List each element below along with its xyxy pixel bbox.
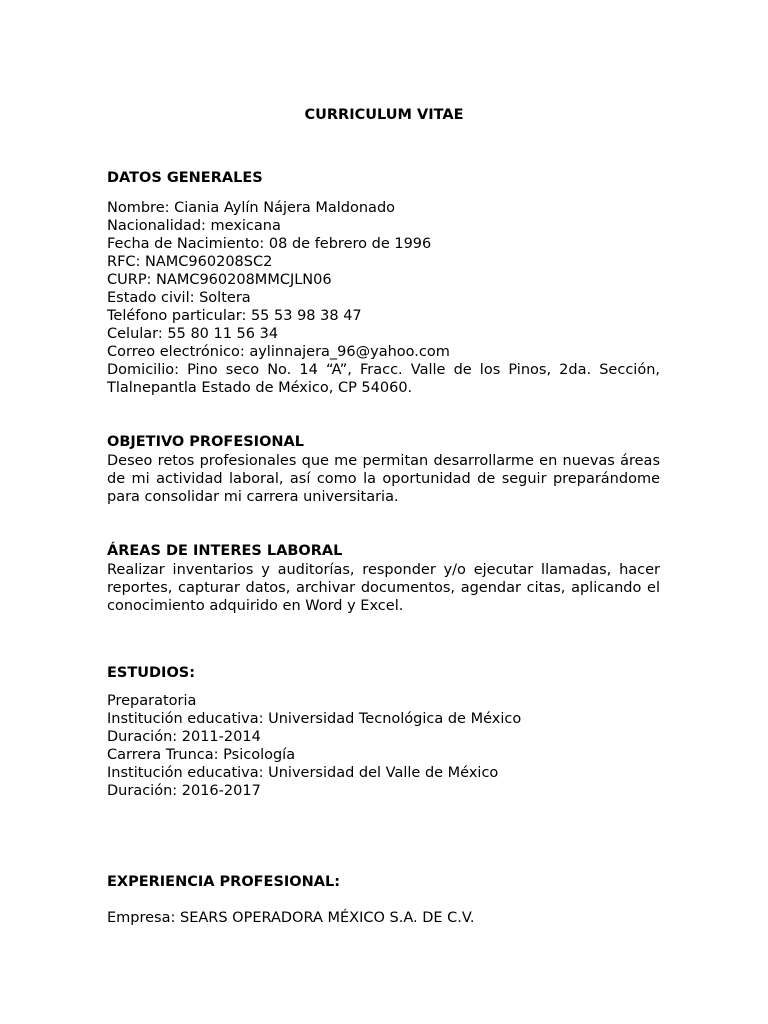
info-line-fecha-nacimiento: Fecha de Nacimiento: 08 de febrero de 1996: [107, 236, 432, 252]
estudios-line: Institución educativa: Universidad del Valle de México: [107, 765, 499, 781]
section-heading-areas: ÁREAS DE INTERES LABORAL: [107, 543, 343, 559]
info-line-nacionalidad: Nacionalidad: mexicana: [107, 218, 281, 234]
document-title: CURRICULUM VITAE: [304, 107, 464, 123]
info-line-correo: Correo electrónico: aylinnajera_96@yahoo.com: [107, 344, 450, 360]
info-line-celular: Celular: 55 80 11 56 34: [107, 326, 279, 342]
estudios-line: Institución educativa: Universidad Tecnológica de México: [107, 711, 522, 727]
datos-generales-block: [107, 199, 660, 397]
objetivo-paragraph: Deseo retos profesionales que me permitan desarrollarme en nuevas áreas de mi actividad laboral, así como la oportunidad de seguir preparándome para consolidar mi carrera universitaria.: [107, 453, 660, 505]
info-line-nombre: Nombre: Ciania Aylín Nájera Maldonado: [107, 200, 396, 216]
info-line-domicilio: Domicilio: Pino seco No. 14 “A”, Fracc. Valle de los Pinos, 2da. Sección, Tlalnepantla Estado de México, CP 54060.: [107, 362, 660, 396]
section-heading-experiencia: EXPERIENCIA PROFESIONAL:: [107, 874, 341, 890]
experiencia-empresa: Empresa: SEARS OPERADORA MÉXICO S.A. DE C.V.: [107, 910, 475, 926]
estudios-line: Preparatoria: [107, 693, 197, 709]
section-heading-estudios: ESTUDIOS:: [107, 665, 196, 681]
areas-paragraph: Realizar inventarios y auditorías, responder y/o ejecutar llamadas, hacer reportes, capturar datos, archivar documentos, agendar citas, aplicando el conocimiento adquirido en Word y Excel.: [107, 562, 660, 614]
info-line-estado-civil: Estado civil: Soltera: [107, 290, 251, 306]
info-line-curp: CURP: NAMC960208MMCJLN06: [107, 272, 332, 288]
info-line-telefono: Teléfono particular: 55 53 98 38 47: [107, 308, 362, 324]
section-heading-objetivo: OBJETIVO PROFESIONAL: [107, 434, 304, 450]
estudios-line: Carrera Trunca: Psicología: [107, 747, 296, 763]
estudios-line: Duración: 2016-2017: [107, 783, 261, 799]
section-heading-datos-generales: DATOS GENERALES: [107, 170, 263, 186]
estudios-line: Duración: 2011-2014: [107, 729, 261, 745]
estudios-block: [107, 692, 660, 800]
info-line-rfc: RFC: NAMC960208SC2: [107, 254, 273, 270]
